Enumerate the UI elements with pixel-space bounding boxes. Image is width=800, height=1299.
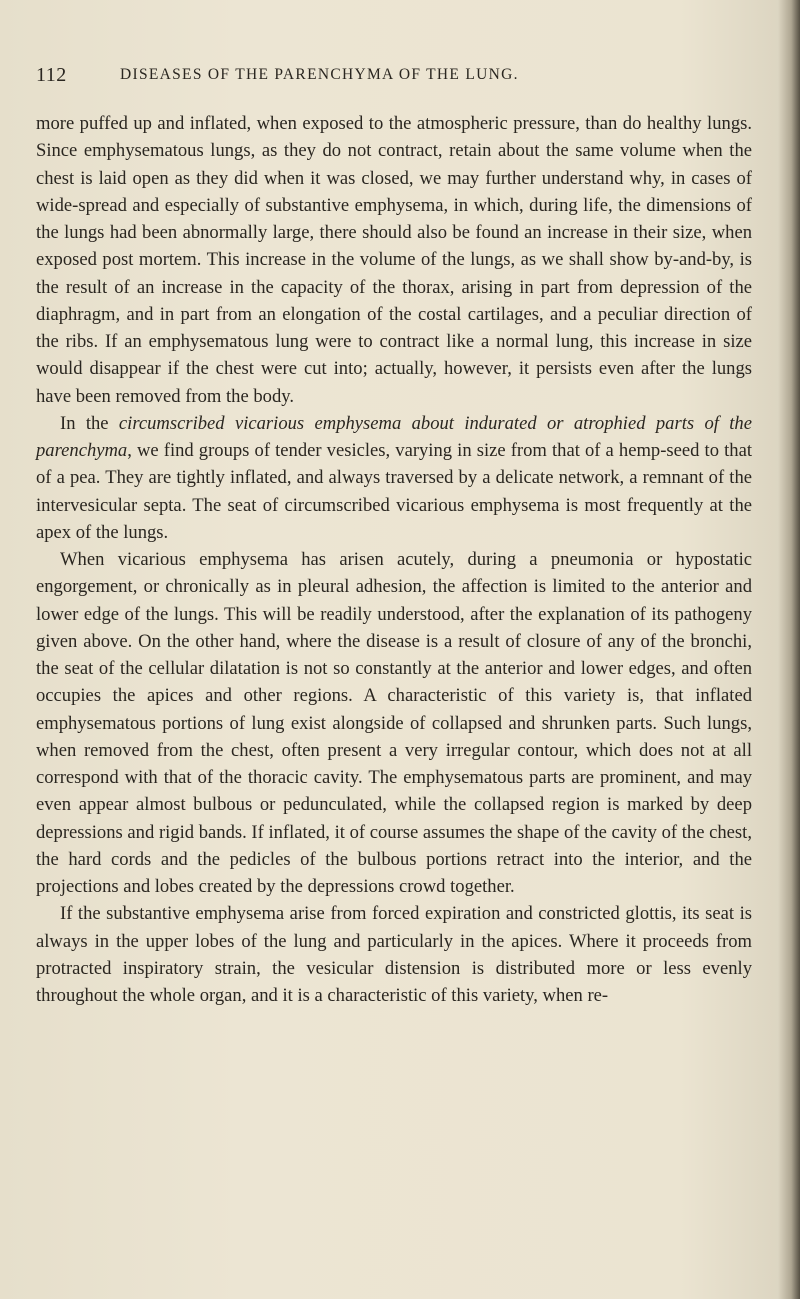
paragraph-2-lead: In the xyxy=(60,412,119,434)
paragraph-3-text: When vicarious emphysema has arisen acutely, during a pneumonia or hypostatic engorgement, or chronically as in pleural adhesion, the affection is limited to the anterior and lower edge of the lungs. This will be readily understood, after the explanation of its pathogeny given above. On the other hand, where the disease is a result of closure of any of the bronchi, the seat of the cellular dilatation is not so constantly at the anterior and lower edges, and often occupies the apices and other regions. A characteristic of this variety is, that inflated emphysematous portions of lung exist alongside of collapsed and shrunken parts. Such lungs, when removed from the chest, often present a very irregular contour, which does not at all correspond with that of the thoracic cavity. The emphysematous parts are prominent, and may even appear almost bulbous or pedunculated, while the collapsed region is marked by deep depressions and rigid bands. If inflated, it of course assumes the shape of the cavity of the chest, the hard cords and the pedicles of the bulbous portions retract into the interior, and the projections and lobes created by the depressions crowd together. xyxy=(36,549,752,897)
page-number: 112 xyxy=(36,64,67,86)
paragraph-4-text: If the substantive emphysema arise from forced expiration and constricted glottis, its seat is always in the upper lobes of the lung and particularly in the apices. Where it proceeds from protracted inspiratory strain, the vesicular distension is distributed more or less evenly throughout the whole organ, and it is a characteristic of this variety, when re- xyxy=(36,903,752,1006)
paragraph-4 xyxy=(36,900,752,1009)
paragraph-2 xyxy=(36,410,752,546)
paragraph-1 xyxy=(36,110,752,410)
page-header xyxy=(36,64,736,94)
paragraph-3 xyxy=(36,546,752,900)
running-head: DISEASES OF THE PARENCHYMA OF THE LUNG. xyxy=(120,66,519,83)
paragraph-2-italic-term: circumscribed vicarious emphysema about indurated or atrophied parts of the parenchyma xyxy=(36,412,752,461)
paragraph-2-rest: , we find groups of tender vesicles, varying in size from that of a hemp-seed to that of a pea. They are tightly inflated, and always traversed by a delicate network, a remnant of the intervesicular septa. The seat of circumscribed vicarious emphysema is most frequently at the apex of the lungs. xyxy=(36,440,752,543)
body-text xyxy=(36,110,752,1009)
paragraph-1-text: more puffed up and inflated, when exposed to the atmospheric pressure, than do healthy lungs. Since emphysematous lungs, as they do not contract, retain about the same volume when the chest is laid open as they did when it was closed, we may further understand why, in cases of wide-spread and especially of substantive emphysema, in which, during life, the dimensions of the lungs had been abnormally large, there should also be found an increase in their size, when exposed post mortem. This increase in the volume of the lungs, as we shall show by-and-by, is the result of an increase in the capacity of the thorax, arising in part from depression of the diaphragm, and in part from an elongation of the costal cartilages, and a peculiar direction of the ribs. If an emphysematous lung were to contract like a normal lung, this increase in size would disappear if the chest were cut into; actually, however, it persists even after the lungs have been removed from the body. xyxy=(36,113,752,407)
page-edge-shadow xyxy=(778,0,800,1299)
